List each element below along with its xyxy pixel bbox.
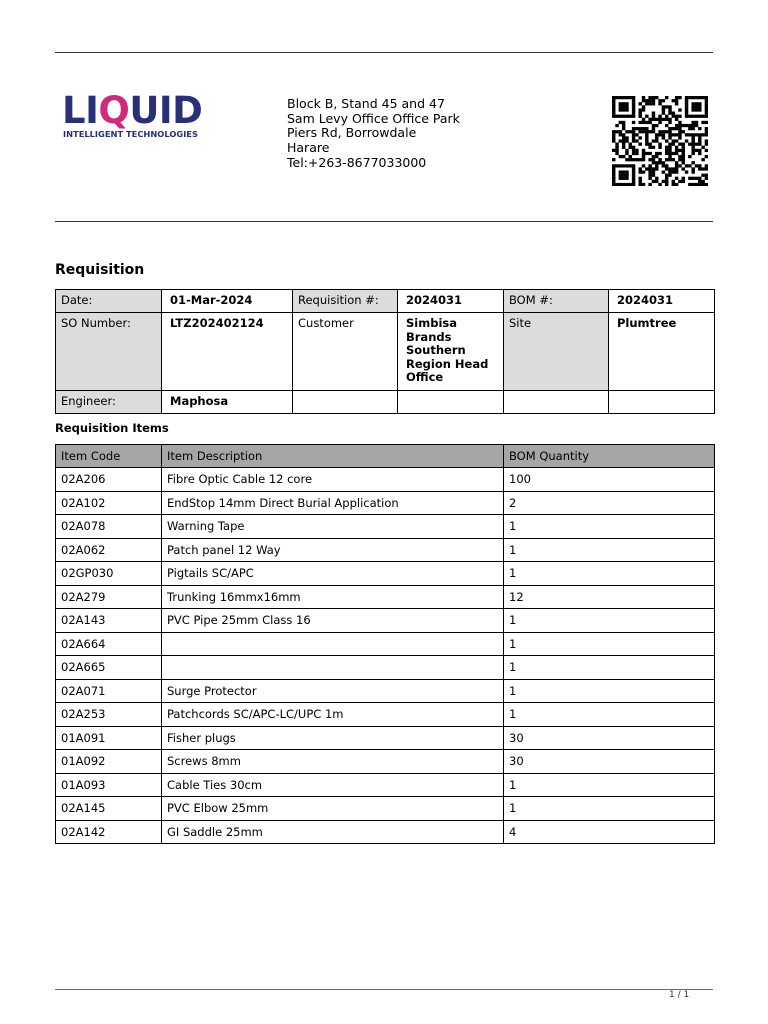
item-code-cell: 02A142 [56, 820, 162, 844]
item-code-cell: 02A665 [56, 656, 162, 680]
item-description-cell [162, 632, 504, 656]
customer-value: Simbisa Brands Southern Region Head Office [398, 313, 504, 391]
items-table-body [56, 468, 715, 844]
so-number-value: LTZ202402124 [162, 313, 293, 391]
address-line: Sam Levy Office Office Park [287, 110, 460, 126]
table-row [56, 797, 715, 821]
engineer-label: Engineer: [56, 391, 162, 414]
item-description-cell: Pigtails SC/APC [162, 562, 504, 586]
empty-cell [398, 391, 504, 414]
bom-quantity-cell: 1 [504, 656, 715, 680]
item-code-cell: 02A143 [56, 609, 162, 633]
item-description-cell: GI Saddle 25mm [162, 820, 504, 844]
address-line: Piers Rd, Borrowdale [287, 125, 417, 141]
top-divider [55, 52, 713, 53]
item-code-cell: 01A092 [56, 750, 162, 774]
item-code-cell: 02A078 [56, 515, 162, 539]
empty-cell [609, 391, 715, 414]
table-row [56, 773, 715, 797]
item-code-cell: 02A145 [56, 797, 162, 821]
footer-divider [55, 989, 713, 990]
table-row [56, 703, 715, 727]
so-number-label: SO Number: [56, 313, 162, 391]
table-row [56, 820, 715, 844]
table-row [56, 515, 715, 539]
bom-quantity-cell: 1 [504, 773, 715, 797]
item-description-cell: Patch panel 12 Way [162, 538, 504, 562]
bom-quantity-cell: 2 [504, 491, 715, 515]
bom-quantity-cell: 30 [504, 750, 715, 774]
item-description-cell [162, 656, 504, 680]
requisition-details-table [55, 289, 715, 414]
requisition-number-value: 2024031 [398, 290, 504, 313]
page-title: Requisition [55, 262, 145, 278]
bom-quantity-cell: 1 [504, 562, 715, 586]
address-line: Block B, Stand 45 and 47 [287, 96, 445, 111]
table-row [56, 538, 715, 562]
item-description-cell: Patchcords SC/APC-LC/UPC 1m [162, 703, 504, 727]
date-label: Date: [56, 290, 162, 313]
item-code-cell: 02A253 [56, 703, 162, 727]
page-number: 1 / 1 [669, 990, 690, 1000]
column-header-item-description: Item Description [162, 445, 504, 468]
bom-quantity-cell: 30 [504, 726, 715, 750]
site-label: Site [504, 313, 609, 391]
bom-quantity-cell: 1 [504, 703, 715, 727]
item-description-cell: EndStop 14mm Direct Burial Application [162, 491, 504, 515]
item-code-cell: 02A664 [56, 632, 162, 656]
requisition-number-label: Requisition #: [293, 290, 398, 313]
company-address [287, 97, 460, 171]
bom-quantity-cell: 1 [504, 632, 715, 656]
table-row [56, 726, 715, 750]
customer-label: Customer [293, 313, 398, 391]
logo-wordmark: LIQUID [62, 89, 203, 132]
site-value: Plumtree [609, 313, 715, 391]
bom-quantity-cell: 1 [504, 538, 715, 562]
column-header-bom-quantity: BOM Quantity [504, 445, 715, 468]
item-description-cell: Cable Ties 30cm [162, 773, 504, 797]
item-description-cell: PVC Elbow 25mm [162, 797, 504, 821]
table-row [56, 679, 715, 703]
table-row [56, 656, 715, 680]
bom-quantity-cell: 1 [504, 609, 715, 633]
item-description-cell: Screws 8mm [162, 750, 504, 774]
item-description-cell: Fisher plugs [162, 726, 504, 750]
item-code-cell: 02A071 [56, 679, 162, 703]
item-code-cell: 02A102 [56, 491, 162, 515]
table-row [56, 632, 715, 656]
qr-code [612, 96, 708, 186]
empty-cell [293, 391, 398, 414]
address-line: Harare [287, 140, 330, 156]
bom-quantity-cell: 1 [504, 797, 715, 821]
item-description-cell: PVC Pipe 25mm Class 16 [162, 609, 504, 633]
item-code-cell: 02GP030 [56, 562, 162, 586]
table-row [56, 468, 715, 492]
section-title: Requisition Items [55, 421, 169, 435]
date-value: 01-Mar-2024 [162, 290, 293, 313]
item-description-cell: Trunking 16mmx16mm [162, 585, 504, 609]
address-phone: Tel:+263-8677033000 [287, 154, 427, 170]
column-header-item-code: Item Code [56, 445, 162, 468]
bom-quantity-cell: 1 [504, 679, 715, 703]
table-row [56, 750, 715, 774]
requisition-items-table [55, 444, 715, 844]
item-description-cell: Fibre Optic Cable 12 core [162, 468, 504, 492]
bom-number-value: 2024031 [609, 290, 715, 313]
bom-quantity-cell: 100 [504, 468, 715, 492]
item-code-cell: 01A093 [56, 773, 162, 797]
engineer-value: Maphosa [162, 391, 293, 414]
item-description-cell: Surge Protector [162, 679, 504, 703]
item-code-cell: 02A279 [56, 585, 162, 609]
table-row [56, 609, 715, 633]
bom-number-label: BOM #: [504, 290, 609, 313]
item-code-cell: 02A062 [56, 538, 162, 562]
empty-cell [504, 391, 609, 414]
table-row [56, 562, 715, 586]
logo-tagline: INTELLIGENT TECHNOLOGIES [63, 129, 198, 139]
bom-quantity-cell: 4 [504, 820, 715, 844]
company-logo [62, 89, 222, 142]
table-row [56, 491, 715, 515]
item-description-cell: Warning Tape [162, 515, 504, 539]
header-divider [55, 221, 713, 222]
bom-quantity-cell: 1 [504, 515, 715, 539]
bom-quantity-cell: 12 [504, 585, 715, 609]
table-row [56, 585, 715, 609]
item-code-cell: 02A206 [56, 468, 162, 492]
item-code-cell: 01A091 [56, 726, 162, 750]
